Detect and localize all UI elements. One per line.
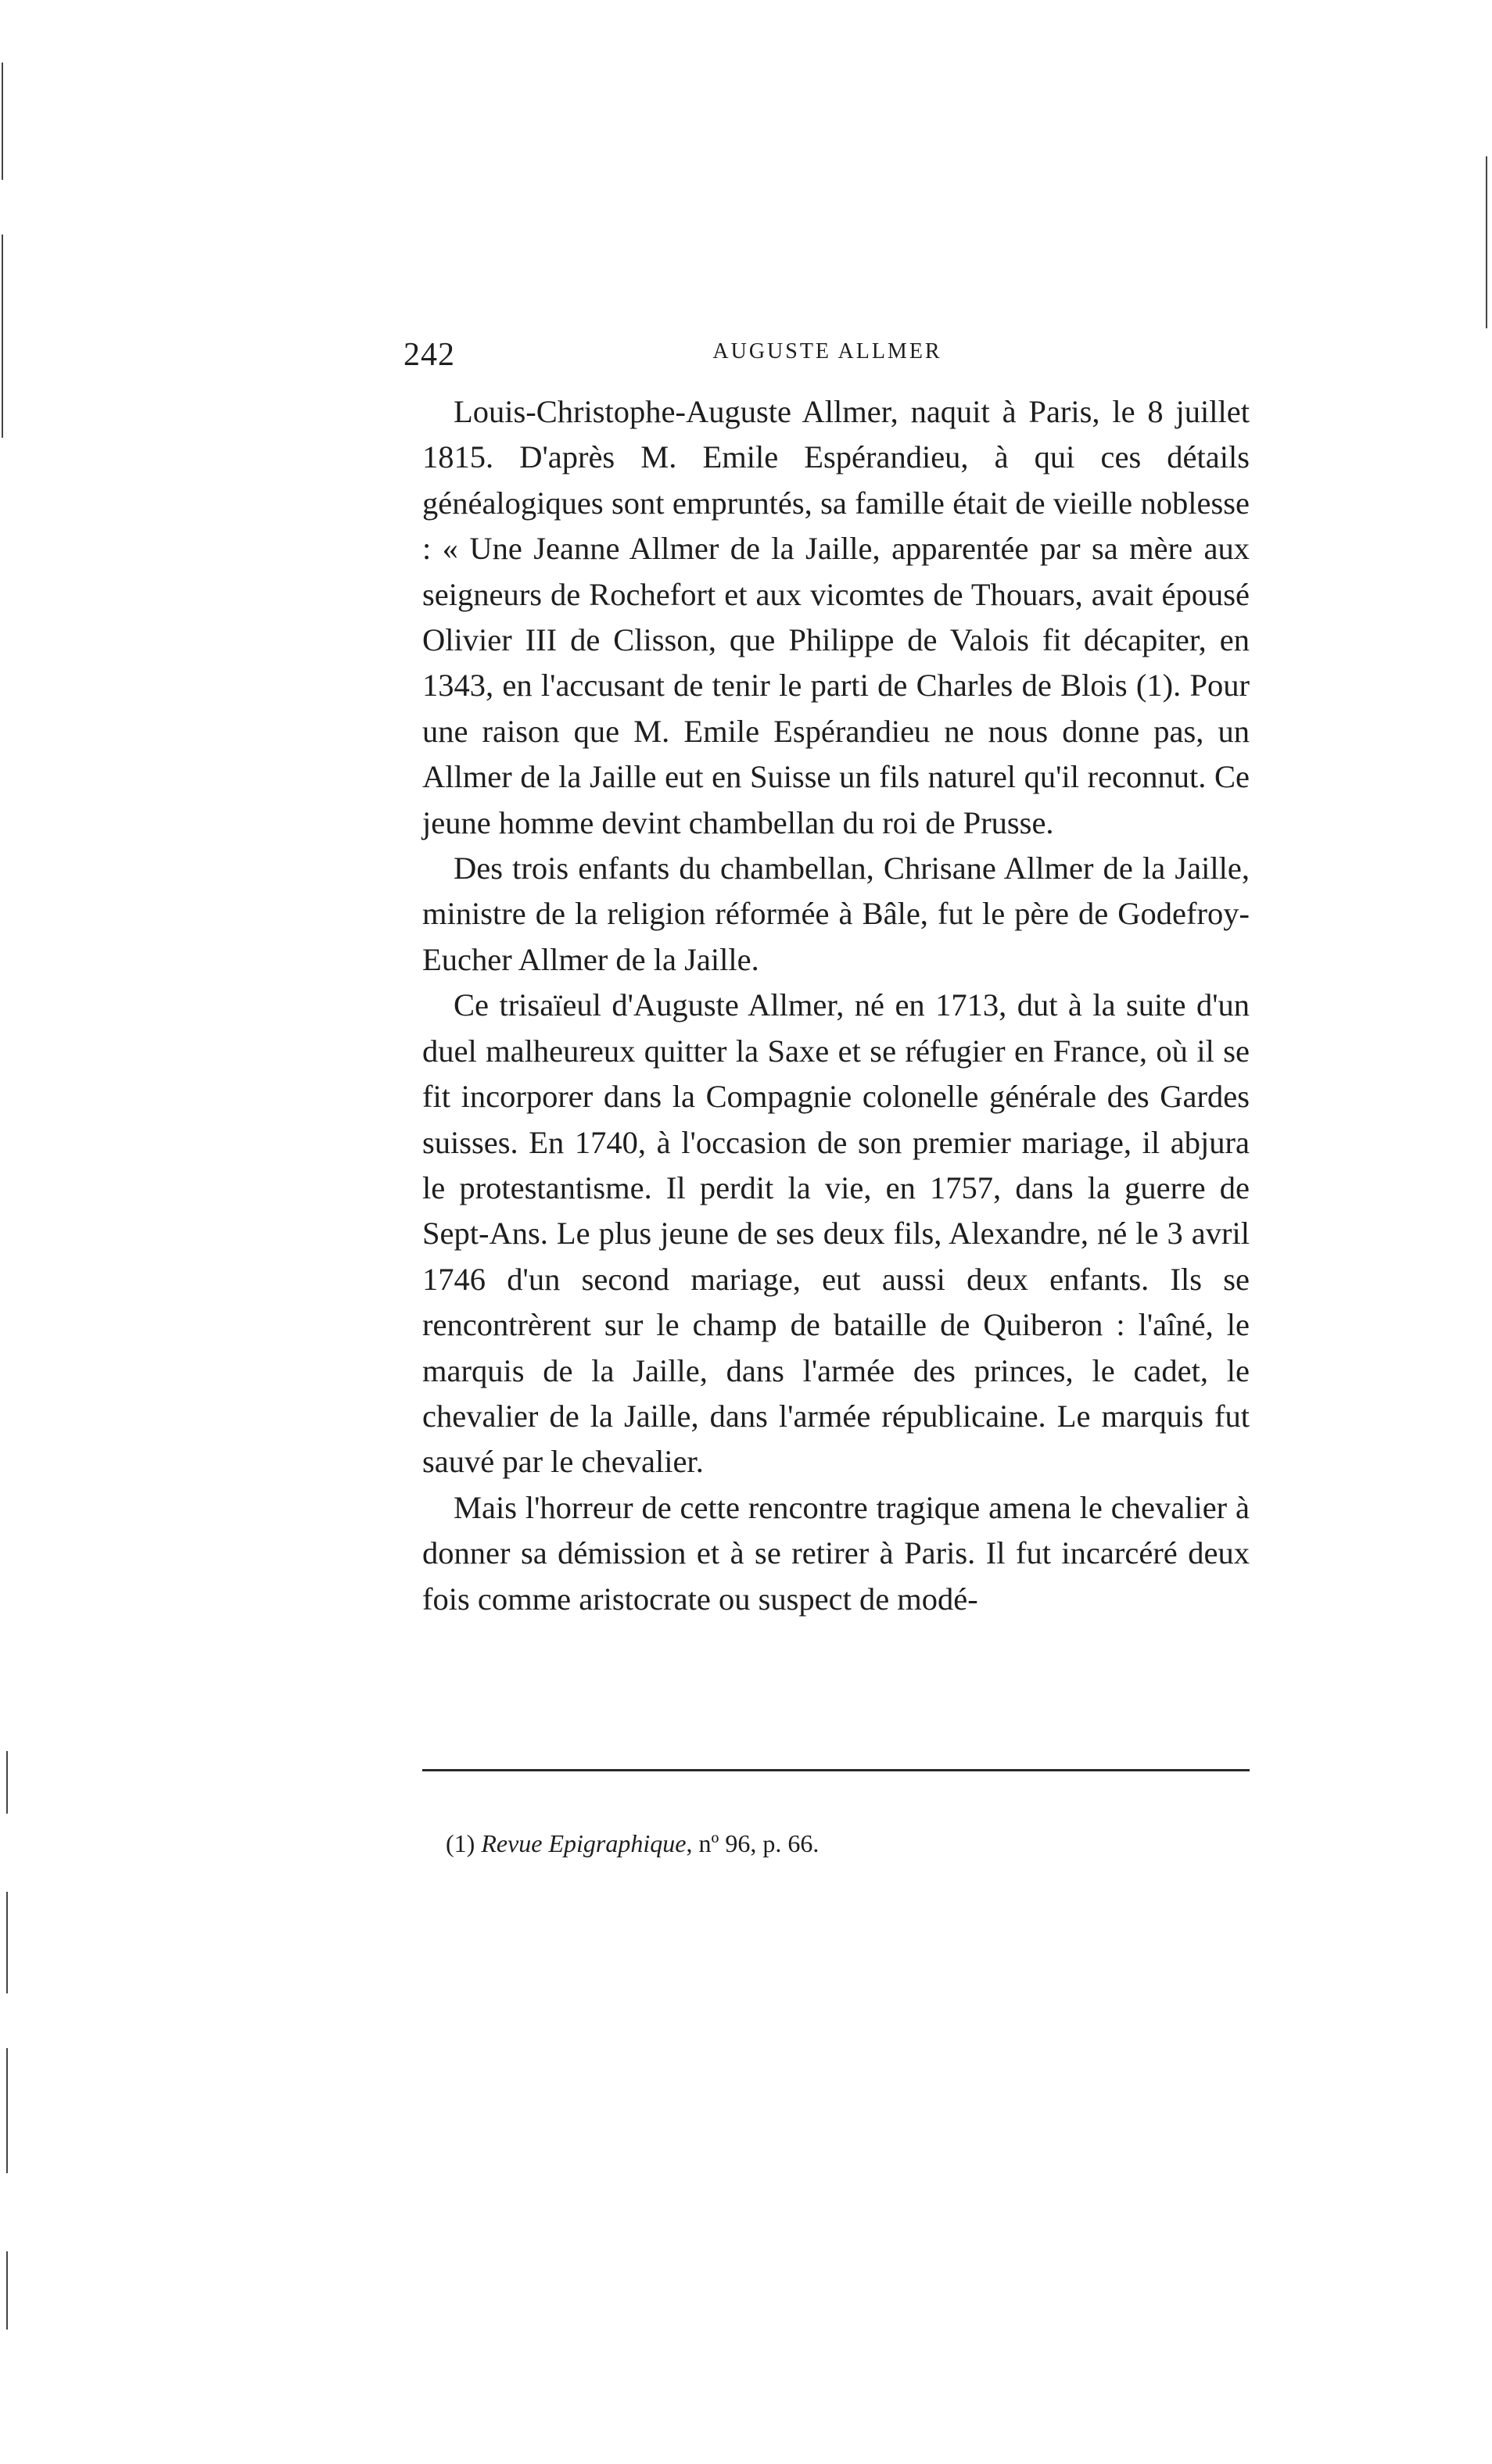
page-header: [403, 336, 1251, 383]
footnote-rule: [422, 1769, 1250, 1771]
footnote: [446, 1829, 819, 1858]
page-number: 242: [403, 337, 455, 373]
scan-mark: [6, 2048, 8, 2173]
paragraph: Louis-Christophe-Auguste Allmer, naquit à Paris, le 8 juillet 1815. D'après M. Emile Espérandieu, à qui ces détails généalogiques sont empruntés, sa famille était de vieille noblesse : « Une Jeanne Allmer de la Jaille, apparentée par sa mère aux seigneurs de Rochefort et aux vicomtes de Thouars, avait épousé Olivier III de Clisson, que Philippe de Valois fit décapiter, en 1343, en l'accusant de tenir le parti de Charles de Blois (1). Pour une raison que M. Emile Espérandieu ne nous donne pas, un Allmer de la Jaille eut en Suisse un fils naturel qu'il reconnut. Ce jeune homme devint chambellan du roi de Prusse.: [422, 394, 1250, 840]
paragraph: Ce trisaïeul d'Auguste Allmer, né en 1713, dut à la suite d'un duel malheureux quitter la Saxe et se réfugier en France, où il se fit incorporer dans la Compagnie colonelle générale des Gardes suisses. En 1740, à l'occasion de son premier mariage, il abjura le protestantisme. Il perdit la vie, en 1757, dans la guerre de Sept-Ans. Le plus jeune de ses deux fils, Alexandre, né le 3 avril 1746 d'un second mariage, eut aussi deux enfants. Ils se rencontrèrent sur le champ de bataille de Quiberon : l'aîné, le marquis de la Jaille, dans l'armée des princes, le cadet, le chevalier de la Jaille, dans l'armée républicaine. Le marquis fut sauvé par le chevalier.: [422, 987, 1250, 1480]
running-head: AUGUSTE ALLMER: [712, 339, 942, 364]
footnote-details: , nº 96, p. 66.: [686, 1829, 820, 1857]
scan-mark: [2, 63, 3, 180]
scan-mark: [6, 1751, 8, 1814]
paragraph: Mais l'horreur de cette rencontre tragique amena le chevalier à donner sa démission et à se retirer à Paris. Il fut incarcéré deux fois comme aristocrate ou suspect de modé-: [422, 1489, 1250, 1617]
scan-mark: [6, 1892, 8, 1993]
body-text: [422, 389, 1250, 1622]
paragraph: Des trois enfants du chambellan, Chrisane Allmer de la Jaille, ministre de la religion réformée à Bâle, fut le père de Godefroy-Eucher Allmer de la Jaille.: [422, 851, 1250, 977]
scan-mark: [2, 235, 3, 438]
footnote-marker: (1): [446, 1829, 475, 1857]
scan-mark: [6, 2251, 8, 2330]
scan-mark: [1486, 156, 1487, 328]
footnote-source: Revue Epigraphique: [481, 1829, 687, 1857]
